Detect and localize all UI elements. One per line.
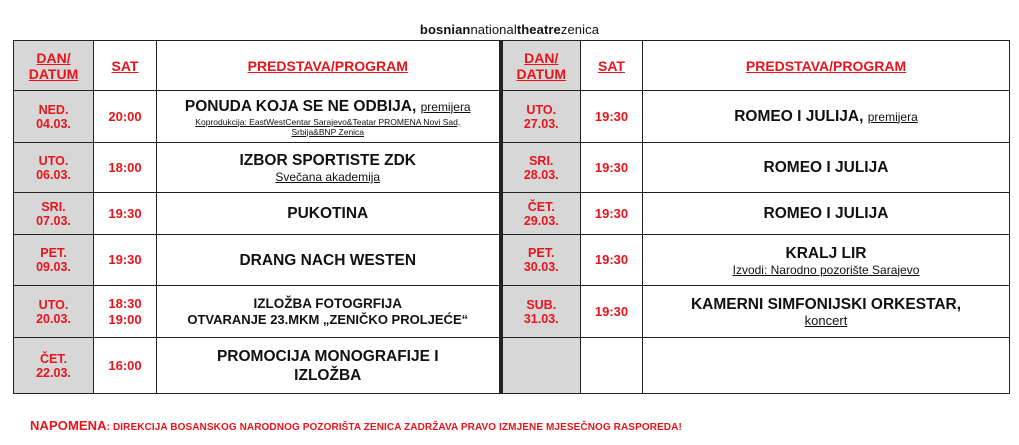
time-cell: 19:30: [581, 235, 643, 286]
time-cell: 19:30: [581, 286, 643, 338]
time-cell: 18:00: [94, 143, 157, 193]
header-bosnian: bosnian: [419, 22, 471, 37]
footer-note: [30, 418, 682, 433]
program-cell: KRALJ LIR Izvodi: Narodno pozorište Sarajevo: [643, 235, 1010, 286]
day-cell: PET. 09.03.: [14, 235, 94, 286]
table-row: [14, 338, 1010, 394]
footer-lead: NAPOMENA: [30, 418, 107, 433]
time-cell: 19:30: [581, 143, 643, 193]
header-national: national: [470, 22, 517, 37]
time-cell: 19:30: [94, 235, 157, 286]
day-cell: SRI. 28.03.: [501, 143, 581, 193]
col-header-day-right: DAN/ DATUM: [501, 41, 581, 91]
time-cell-empty: [581, 338, 643, 394]
time-cell: 19:30: [581, 91, 643, 143]
day-cell: UTO. 27.03.: [501, 91, 581, 143]
table-row: [14, 91, 1010, 143]
table-row: [14, 143, 1010, 193]
table-row: [14, 235, 1010, 286]
program-cell: DRANG NACH WESTEN: [157, 235, 501, 286]
day-cell: SUB. 31.03.: [501, 286, 581, 338]
schedule-table: [13, 40, 1010, 394]
program-cell: IZLOŽBA FOTOGRFIJA OTVARANJE 23.MKM „ZENIČKO PROLJEĆE“: [157, 286, 501, 338]
time-cell: 16:00: [94, 338, 157, 394]
time-cell: 18:30 19:00: [94, 286, 157, 338]
col-header-day: DAN/ DATUM: [14, 41, 94, 91]
col-header-program: PREDSTAVA/PROGRAM: [157, 41, 501, 91]
day-cell: PET. 30.03.: [501, 235, 581, 286]
col-header-time-right: SAT: [581, 41, 643, 91]
time-cell: 19:30: [94, 193, 157, 235]
day-cell: UTO. 06.03.: [14, 143, 94, 193]
day-cell: ČET. 22.03.: [14, 338, 94, 394]
day-cell-empty: [501, 338, 581, 394]
table-header-row: [14, 41, 1010, 91]
footer-text: : DIREKCIJA BOSANSKOG NARODNOG POZORIŠTA ZENICA ZADRŽAVA PRAVO IZMJENE MJESEČNOG RASPOREDA!: [106, 422, 682, 433]
program-cell: PUKOTINA: [157, 193, 501, 235]
program-cell: ROMEO I JULIJA: [643, 143, 1010, 193]
time-cell: 20:00: [94, 91, 157, 143]
day-cell: SRI. 07.03.: [14, 193, 94, 235]
theatre-header: [0, 22, 1019, 37]
program-cell-empty: [643, 338, 1010, 394]
header-zenica: zenica: [560, 22, 600, 37]
day-cell: ČET. 29.03.: [501, 193, 581, 235]
table-row: [14, 286, 1010, 338]
day-cell: UTO. 20.03.: [14, 286, 94, 338]
col-header-time: SAT: [94, 41, 157, 91]
program-cell: ROMEO I JULIJA: [643, 193, 1010, 235]
col-header-program-right: PREDSTAVA/PROGRAM: [643, 41, 1010, 91]
header-theatre: theatre: [516, 22, 561, 37]
program-cell: IZBOR SPORTISTE ZDK Svečana akademija: [157, 143, 501, 193]
program-cell: KAMERNI SIMFONIJSKI ORKESTAR, koncert: [643, 286, 1010, 338]
time-cell: 19:30: [581, 193, 643, 235]
day-cell: NED. 04.03.: [14, 91, 94, 143]
program-cell: ROMEO I JULIJA, premijera: [643, 91, 1010, 143]
program-cell: PONUDA KOJA SE NE ODBIJA, premijera Koprodukcija: EastWestCentar Sarajevo&Teatar PROMENA Novi Sad, Srbija&BNP Zenica: [157, 91, 501, 143]
table-row: [14, 193, 1010, 235]
program-cell: PROMOCIJA MONOGRAFIJE I IZLOŽBA: [157, 338, 501, 394]
